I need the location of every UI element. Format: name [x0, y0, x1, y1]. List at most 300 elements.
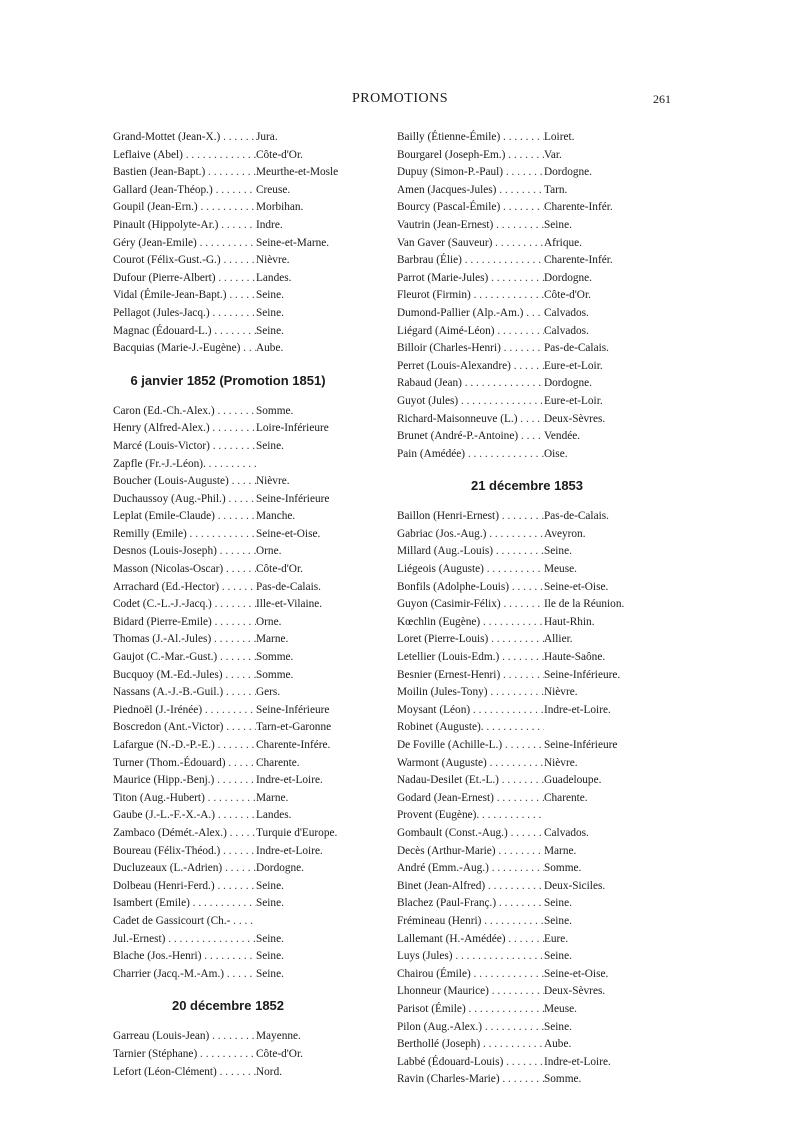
entry-name: Grand-Mottet (Jean-X.) . . . — [113, 129, 256, 147]
entry-place: Charente. — [544, 791, 588, 804]
entry-place: Dordogne. — [544, 377, 593, 390]
entry-row — [397, 878, 657, 896]
entry-row — [113, 737, 343, 755]
entry-place: Seine. — [256, 439, 284, 452]
section-heading: 6 janvier 1852 (Promotion 1851) — [130, 372, 326, 388]
entry-place: Seine-Inférieure. — [544, 668, 621, 681]
page-number: 261 — [653, 92, 671, 106]
entry-place: Seine. — [256, 967, 284, 980]
entry-row — [113, 199, 343, 217]
entry-name: Thomas (J.-Al.-Jules) . . . — [113, 631, 256, 649]
entry-place: Ille-et-Vilaine. — [256, 598, 323, 611]
entry-row — [397, 649, 657, 667]
entry-row — [113, 684, 343, 702]
entry-name: Baillon (Henri-Ernest) . . . — [397, 508, 544, 526]
entry-row — [113, 456, 343, 474]
entry-place: Somme. — [256, 651, 294, 664]
entry-name: Masson (Nicolas-Oscar) . . . — [113, 561, 256, 579]
entry-name: Bucquoy (M.-Ed.-Jules) . . . — [113, 667, 256, 685]
entry-name: Henry (Alfred-Alex.) . . . — [113, 420, 256, 438]
entry-place: Aube. — [544, 1038, 572, 1051]
entry-place: Nièvre. — [256, 475, 290, 488]
entry-name: Fleurot (Firmin) . . . — [397, 287, 544, 305]
entry-name: Besnier (Ernest-Henri) . . . — [397, 667, 544, 685]
entry-place: Allier. — [544, 633, 573, 646]
entry-place: Seine. — [544, 545, 572, 558]
entry-row — [113, 1028, 343, 1046]
entry-row — [397, 631, 657, 649]
entry-place: Nord. — [256, 1065, 283, 1078]
entry-place: Nièvre. — [544, 756, 578, 769]
entry-name: Pinault (Hippolyte-Ar.) . . . — [113, 217, 256, 235]
entry-place: Somme. — [256, 668, 294, 681]
entry-row — [397, 358, 657, 376]
entry-row — [113, 860, 343, 878]
entry-place: Seine-et-Oise. — [544, 967, 609, 980]
entry-name: Frémineau (Henri) . . . — [397, 913, 544, 931]
entry-place: Meurthe-et-Mosle — [256, 166, 339, 179]
entry-place: Dordogne. — [544, 166, 593, 179]
entry-name: Luys (Jules) . . . — [397, 948, 544, 966]
entry-name: Gombault (Const.-Aug.) . . . — [397, 825, 544, 843]
entry-row — [113, 129, 343, 147]
entry-row — [113, 1046, 343, 1064]
entry-name: Labbé (Édouard-Louis) . . . — [397, 1054, 544, 1072]
entry-name: Courot (Félix-Gust.-G.) . . . — [113, 252, 256, 270]
entry-name: Gabriac (Jos.-Aug.) . . . — [397, 526, 544, 544]
entry-name: Charrier (Jacq.-M.-Am.) . . . — [113, 966, 256, 984]
entry-place: Morbihan. — [256, 201, 304, 214]
entry-name: Leplat (Emile-Claude) . . . — [113, 508, 256, 526]
entry-place: Deux-Siciles. — [544, 879, 606, 892]
entry-name: Tarnier (Stéphane) . . . — [113, 1046, 256, 1064]
entry-row — [113, 1064, 343, 1082]
entry-row — [113, 702, 343, 720]
entry-name: Zambaco (Démét.-Alex.) . . . — [113, 825, 256, 843]
entry-row — [397, 702, 657, 720]
entry-row — [397, 1036, 657, 1054]
entry-place: Haute-Saône. — [544, 651, 606, 664]
entry-place: Loiret. — [544, 131, 575, 143]
entry-row — [397, 667, 657, 685]
entry-row — [397, 825, 657, 843]
entry-name: Pilon (Aug.-Alex.) . . . — [397, 1019, 544, 1037]
running-head: PROMOTIONS — [351, 91, 448, 106]
entry-row — [113, 579, 343, 597]
entry-row — [397, 596, 657, 614]
entry-place: Eure-et-Loir. — [544, 394, 603, 407]
entry-place: Aube. — [256, 342, 284, 355]
entry-row — [397, 129, 657, 147]
entry-place: Côte-d'Or. — [256, 148, 303, 161]
entry-place: Seine. — [544, 218, 572, 231]
entry-place: Pas-de-Calais. — [544, 342, 609, 355]
entry-name: Bidard (Pierre-Emile) . . . — [113, 614, 256, 632]
entry-place: Marne. — [256, 633, 289, 646]
entry-place: Guadeloupe. — [544, 774, 602, 787]
entry-place: Oise. — [544, 447, 568, 460]
entry-row — [397, 772, 657, 790]
entry-row — [397, 217, 657, 235]
entry-row — [397, 411, 657, 429]
entry-name: Barbrau (Élie) . . . — [397, 252, 544, 270]
entry-name: Loret (Pierre-Louis) . . . — [397, 631, 544, 649]
entry-name: Lhonneur (Maurice) . . . — [397, 983, 544, 1001]
entry-place: Dordogne. — [544, 271, 593, 284]
entry-place: Tarn. — [544, 183, 568, 196]
entry-row — [113, 561, 343, 579]
entry-name: Guyot (Jules) . . . — [397, 393, 544, 411]
entry-place: Seine. — [544, 897, 572, 910]
entry-row — [397, 860, 657, 878]
entry-place: Somme. — [256, 404, 294, 417]
entry-row — [397, 931, 657, 949]
entry-row — [113, 491, 343, 509]
entry-row — [113, 667, 343, 685]
entry-row — [113, 508, 343, 526]
entry-row — [397, 340, 657, 358]
entry-name: Bacquias (Marie-J.-Eugène) . . . — [113, 340, 256, 358]
entry-list — [397, 129, 657, 463]
entry-row — [397, 755, 657, 773]
entry-place: Jura. — [256, 131, 278, 143]
entry-name: Marcé (Louis-Victor) . . . — [113, 438, 256, 456]
entry-row — [113, 305, 343, 323]
page-header — [0, 91, 800, 111]
entry-place: Nièvre. — [256, 254, 290, 267]
entry-place: Seine-et-Oise. — [256, 527, 321, 540]
entry-place: Nièvre. — [544, 686, 578, 699]
entry-row — [113, 323, 343, 341]
entry-row — [397, 182, 657, 200]
entry-name: Pain (Amédée) . . . — [397, 446, 544, 464]
entry-place: Vendée. — [544, 430, 581, 443]
entry-place: Orne. — [256, 615, 282, 628]
entry-row — [113, 526, 343, 544]
entry-name: Piednoël (J.-Irénée) . . . — [113, 702, 256, 720]
entry-name: Blachez (Paul-Franç.) . . . — [397, 895, 544, 913]
entry-row — [397, 543, 657, 561]
entry-name: Cadet de Gassicourt (Ch.- . . . — [113, 913, 256, 931]
entry-row — [113, 807, 343, 825]
entry-row — [397, 526, 657, 544]
entry-row — [113, 182, 343, 200]
entry-row — [397, 895, 657, 913]
entry-row — [113, 543, 343, 561]
entry-row — [397, 1019, 657, 1037]
entry-row — [397, 252, 657, 270]
entry-place: Creuse. — [256, 183, 291, 196]
entry-place: Manche. — [256, 510, 296, 523]
entry-name: Chairou (Émile) . . . — [397, 966, 544, 984]
entry-row — [397, 790, 657, 808]
entry-name: Goupil (Jean-Ern.) . . . — [113, 199, 256, 217]
entry-name: Decès (Arthur-Marie) . . . — [397, 843, 544, 861]
entry-row — [397, 843, 657, 861]
entry-place: Deux-Sèvres. — [544, 985, 606, 998]
entry-row — [113, 340, 343, 358]
entry-name: Codet (C.-L.-J.-Jacq.) . . . — [113, 596, 256, 614]
entry-row — [397, 719, 657, 737]
entry-place: Loire-Inférieure — [256, 422, 329, 435]
entry-row — [397, 948, 657, 966]
entry-name: Dupuy (Simon-P.-Paul) . . . — [397, 164, 544, 182]
entry-name: Isambert (Emile) . . . — [113, 895, 256, 913]
entry-name: Bailly (Étienne-Émile) . . . — [397, 129, 544, 147]
entry-place: Tarn-et-Garonne — [256, 721, 332, 734]
entry-name: Lafargue (N.-D.-P.-E.) . . . — [113, 737, 256, 755]
entry-place: Pas-de-Calais. — [256, 580, 321, 593]
entry-place: Seine. — [256, 879, 284, 892]
section-heading: 20 décembre 1852 — [171, 998, 285, 1014]
entry-list — [113, 129, 343, 358]
entry-row — [113, 631, 343, 649]
entry-row — [397, 287, 657, 305]
right-column — [397, 129, 657, 1089]
entry-place: Seine. — [256, 324, 284, 337]
entry-place: Indre-et-Loire. — [256, 844, 323, 857]
entry-row — [113, 825, 343, 843]
entry-name: Magnac (Édouard-L.) . . . — [113, 323, 256, 341]
entry-name: Ravin (Charles-Marie) . . . — [397, 1071, 544, 1089]
entry-place: Seine-Inférieure — [256, 492, 330, 505]
entry-place: Charente-Infére. — [256, 739, 331, 751]
entry-name: Godard (Jean-Ernest) . . . — [397, 790, 544, 808]
entry-place: Charente-Infér. — [544, 254, 613, 267]
left-column — [113, 129, 343, 1081]
entry-name: Brunet (André-P.-Antoine) . . . — [397, 428, 544, 446]
entry-name: Maurice (Hipp.-Benj.) . . . — [113, 772, 256, 790]
entry-row — [113, 878, 343, 896]
entry-list — [113, 1028, 343, 1081]
entry-name: Nassans (A.-J.-B.-Guil.) . . . — [113, 684, 256, 702]
entry-row — [113, 270, 343, 288]
entry-row — [113, 772, 343, 790]
entry-name: Bastien (Jean-Bapt.) . . . — [113, 164, 256, 182]
entry-place: Seine-et-Marne. — [256, 236, 330, 249]
entry-name: Turner (Thom.-Édouard) . . . — [113, 755, 256, 773]
entry-place: Charente. — [256, 756, 300, 769]
entry-row — [397, 164, 657, 182]
entry-row — [397, 913, 657, 931]
entry-row — [397, 235, 657, 253]
entry-place: Seine. — [256, 950, 284, 963]
entry-name: Caron (Ed.-Ch.-Alex.) . . . — [113, 403, 256, 421]
entry-name: Dumond-Pallier (Alp.-Am.) . . . — [397, 305, 544, 323]
entry-row — [397, 393, 657, 411]
entry-row — [113, 790, 343, 808]
entry-row — [113, 649, 343, 667]
entry-row — [113, 755, 343, 773]
entry-row — [397, 614, 657, 632]
entry-place: Landes. — [256, 809, 292, 822]
entry-place: Seine. — [544, 1020, 572, 1033]
entry-name: Liégeois (Auguste) . . . — [397, 561, 544, 579]
entry-row — [397, 270, 657, 288]
entry-row — [113, 596, 343, 614]
entry-name: Liégard (Aimé-Léon) . . . — [397, 323, 544, 341]
entry-row — [113, 895, 343, 913]
entry-row — [113, 913, 343, 931]
entry-row — [397, 147, 657, 165]
entry-name: Blache (Jos.-Henri) . . . — [113, 948, 256, 966]
entry-place: Seine. — [256, 897, 284, 910]
entry-name: Kœchlin (Eugène) . . . — [397, 614, 544, 632]
entry-name: Millard (Aug.-Louis) . . . — [397, 543, 544, 561]
entry-place: Côte-d'Or. — [544, 289, 591, 302]
entry-place: Aveyron. — [544, 527, 586, 540]
entry-row — [397, 684, 657, 702]
entry-name: Jul.-Ernest) . . . — [113, 931, 256, 949]
entry-name: Warmont (Auguste) . . . — [397, 755, 544, 773]
entry-place: Mayenne. — [256, 1030, 301, 1043]
entry-row — [397, 579, 657, 597]
entry-place: Dordogne. — [256, 862, 305, 875]
entry-row — [397, 737, 657, 755]
entry-place: Seine. — [256, 289, 284, 302]
entry-place: Calvados. — [544, 826, 589, 839]
entry-name: Boscredon (Ant.-Victor) . . . — [113, 719, 256, 737]
entry-place: Charente-Infér. — [544, 201, 613, 214]
entry-list — [113, 403, 343, 984]
entry-place: Gers. — [256, 686, 281, 699]
entry-name: Berthollé (Joseph) . . . — [397, 1036, 544, 1054]
entry-name: Robinet (Auguste). . . . — [397, 719, 544, 737]
entry-place: Ile de la Réunion. — [544, 598, 625, 611]
entry-name: Duchaussoy (Aug.-Phil.) . . . — [113, 491, 256, 509]
entry-place: Seine. — [544, 950, 572, 963]
entry-place: Indre-et-Loire. — [256, 774, 323, 787]
entry-name: Perret (Louis-Alexandre) . . . — [397, 358, 544, 376]
entry-name: Lefort (Léon-Clément) . . . — [113, 1064, 256, 1082]
entry-name: Lallemant (H.-Amédée) . . . — [397, 931, 544, 949]
entry-row — [113, 843, 343, 861]
entry-place: Seine-et-Oise. — [544, 580, 609, 593]
entry-place: Somme. — [544, 1073, 582, 1086]
entry-place: Pas-de-Calais. — [544, 510, 609, 523]
entry-row — [113, 147, 343, 165]
entry-name: Vidal (Émile-Jean-Bapt.) . . . — [113, 287, 256, 305]
entry-name: Moysant (Léon) . . . — [397, 702, 544, 720]
entry-list — [397, 508, 657, 1089]
entry-place: Somme. — [544, 862, 582, 875]
entry-row — [397, 1054, 657, 1072]
entry-name: Van Gaver (Sauveur) . . . — [397, 235, 544, 253]
entry-name: Letellier (Louis-Edm.) . . . — [397, 649, 544, 667]
entry-place: Seine. — [256, 306, 284, 319]
entry-place: Meuse. — [544, 1002, 577, 1015]
entry-row — [113, 948, 343, 966]
entry-place: Meuse. — [544, 563, 577, 576]
entry-name: Moilin (Jules-Tony) . . . — [397, 684, 544, 702]
entry-name: Bourgarel (Joseph-Em.) . . . — [397, 147, 544, 165]
entry-place: Eure-et-Loir. — [544, 359, 603, 372]
entry-name: Dolbeau (Henri-Ferd.) . . . — [113, 878, 256, 896]
entry-name: De Foville (Achille-L.) . . . — [397, 737, 544, 755]
entry-row — [113, 217, 343, 235]
entry-row — [397, 966, 657, 984]
entry-row — [397, 199, 657, 217]
entry-place: Landes. — [256, 271, 292, 284]
entry-name: Bourcy (Pascal-Émile) . . . — [397, 199, 544, 217]
entry-place: Eure. — [544, 932, 569, 945]
entry-row — [397, 305, 657, 323]
entry-row — [397, 375, 657, 393]
entry-place: Côte-d'Or. — [256, 563, 303, 576]
entry-place: Marne. — [256, 791, 289, 804]
entry-name: Dufour (Pierre-Albert) . . . — [113, 270, 256, 288]
entry-row — [113, 235, 343, 253]
entry-row — [397, 428, 657, 446]
entry-place: Côte-d'Or. — [256, 1047, 303, 1060]
entry-name: Leflaive (Abel) . . . — [113, 147, 256, 165]
entry-place: Turquie d'Europe. — [256, 826, 338, 839]
entry-name: Gallard (Jean-Théop.) . . . — [113, 182, 256, 200]
entry-row — [113, 473, 343, 491]
entry-row — [113, 403, 343, 421]
entry-row — [113, 966, 343, 984]
entry-place: Seine-Inférieure — [544, 739, 618, 751]
entry-place: Haut-Rhin. — [544, 615, 595, 628]
entry-place: Seine-Inférieure — [256, 703, 330, 716]
entry-row — [113, 438, 343, 456]
entry-row — [113, 252, 343, 270]
entry-place: Orne. — [256, 545, 282, 558]
entry-row — [397, 1071, 657, 1089]
entry-place: Seine. — [544, 914, 572, 927]
entry-place: Deux-Sèvres. — [544, 412, 606, 425]
entry-place: Indre-et-Loire. — [544, 703, 611, 716]
entry-name: Remilly (Emile) . . . — [113, 526, 256, 544]
entry-name: Nadau-Desilet (Et.-L.) . . . — [397, 772, 544, 790]
entry-row — [397, 807, 657, 825]
entry-name: Desnos (Louis-Joseph) . . . — [113, 543, 256, 561]
entry-name: Boureau (Félix-Théod.) . . . — [113, 843, 256, 861]
entry-row — [113, 287, 343, 305]
entry-place: Calvados. — [544, 306, 589, 319]
entry-row — [113, 164, 343, 182]
entry-row — [397, 1001, 657, 1019]
entry-name: Arrachard (Ed.-Hector) . . . — [113, 579, 256, 597]
entry-name: Amen (Jacques-Jules) . . . — [397, 182, 544, 200]
entry-name: Gaujot (C.-Mar.-Gust.) . . . — [113, 649, 256, 667]
entry-name: Binet (Jean-Alfred) . . . — [397, 878, 544, 896]
entry-row — [397, 446, 657, 464]
entry-name: Vautrin (Jean-Ernest) . . . — [397, 217, 544, 235]
entry-name: Rabaud (Jean) . . . — [397, 375, 544, 393]
entry-row — [113, 931, 343, 949]
entry-name: Garreau (Louis-Jean) . . . — [113, 1028, 256, 1046]
entry-name: Parrot (Marie-Jules) . . . — [397, 270, 544, 288]
entry-name: Boucher (Louis-Auguste) . . . — [113, 473, 256, 491]
entry-name: Ducluzeaux (L.-Adrien) . . . — [113, 860, 256, 878]
entry-name: Pellagot (Jules-Jacq.) . . . — [113, 305, 256, 323]
entry-place: Afrique. — [544, 236, 582, 249]
entry-name: Géry (Jean-Emile) . . . — [113, 235, 256, 253]
entry-name: Guyon (Casimir-Félix) . . . — [397, 596, 544, 614]
entry-name: Provent (Eugène). . . . — [397, 807, 544, 825]
entry-name: Bonfils (Adolphe-Louis) . . . — [397, 579, 544, 597]
entry-row — [397, 508, 657, 526]
entry-name: Gaube (J.-L.-F.-X.-A.) . . . — [113, 807, 256, 825]
entry-place: Calvados. — [544, 324, 589, 337]
entry-name: Billoir (Charles-Henri) . . . — [397, 340, 544, 358]
section-heading: 21 décembre 1853 — [470, 478, 584, 494]
entry-place: Seine. — [256, 932, 284, 945]
entry-name: Parisot (Émile) . . . — [397, 1001, 544, 1019]
entry-place: Marne. — [544, 844, 577, 857]
entry-place: Indre-et-Loire. — [544, 1055, 611, 1068]
